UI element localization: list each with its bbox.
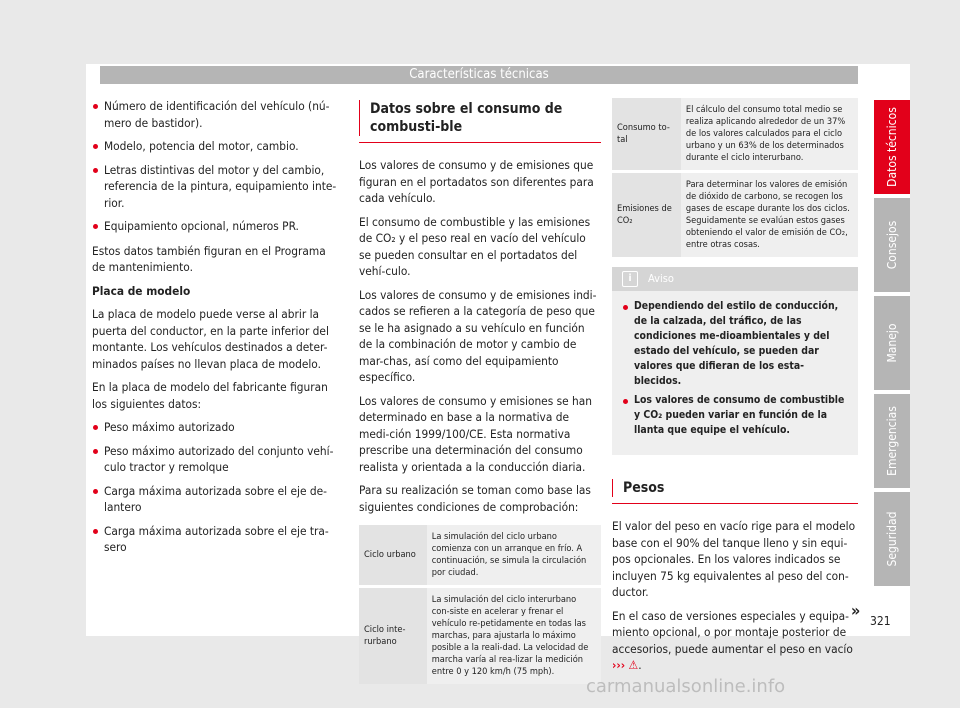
paragraph: Estos datos también figuran en el Programa de mantenimiento. bbox=[92, 243, 326, 274]
list-item: Equipamiento opcional, números PR. bbox=[92, 218, 342, 235]
tab-label: Manejo bbox=[885, 323, 899, 363]
middle-column bbox=[359, 100, 601, 684]
continue-mark: » bbox=[851, 601, 861, 620]
list-item: Dependiendo del estilo de conducción, de la calzada, del tráfico, de las condiciones me-dioambientales y del estado del vehículo, se pueden dar valores que difieran de los esta-blecidos. bbox=[622, 299, 848, 389]
pesos-section bbox=[612, 479, 861, 674]
list-item: Carga máxima autorizada sobre el eje de-lantero bbox=[92, 483, 342, 516]
table-key: Ciclo inte-rurbano bbox=[359, 587, 427, 685]
table-key: Emisiones de CO₂ bbox=[612, 172, 681, 258]
paragraph-text: En el caso de versiones especiales y equipa-miento opcional, o por montaje posterior de accesorios, puede aumentar el peso en vacío bbox=[612, 608, 853, 656]
table-row bbox=[359, 587, 601, 685]
left-column bbox=[92, 98, 342, 563]
paragraph: El consumo de combustible y las emisiones de CO₂ y el peso real en vacío del vehículo se pueden consultar en el portadatos del vehí-culo. bbox=[359, 214, 591, 278]
tab-manejo[interactable] bbox=[874, 296, 910, 390]
notice-box bbox=[612, 267, 858, 455]
tab-emergencias[interactable] bbox=[874, 394, 910, 488]
paragraph: Los valores de consumo y de emisiones que figuran en el portadatos son diferentes para cada vehículo. bbox=[359, 158, 594, 205]
table-row bbox=[612, 172, 858, 258]
tab-label: Consejos bbox=[885, 220, 899, 270]
section-title-consumo: Datos sobre el consumo de combusti-ble bbox=[359, 100, 601, 136]
notice-title: Aviso bbox=[648, 272, 674, 285]
warning-triangle-icon: ⚠ bbox=[628, 658, 639, 672]
list-item: Peso máximo autorizado bbox=[92, 419, 342, 436]
tab-seguridad[interactable] bbox=[874, 492, 910, 586]
notice-body bbox=[612, 291, 858, 455]
paragraph: Los valores de consumo y de emisiones indi-cados se refieren a la categoría de peso que se le ha asignado a su vehículo en función de la combinación de motor y cambio de mar-chas, así como del equipamiento específico. bbox=[359, 287, 597, 384]
tab-label: Datos técnicos bbox=[885, 107, 899, 187]
paragraph: En la placa de modelo del fabricante figuran los siguientes datos: bbox=[92, 380, 328, 411]
table-row bbox=[359, 525, 601, 587]
watermark: carmanualsonline.info bbox=[586, 676, 786, 697]
list-item: Los valores de consumo de combustible y CO₂ pueden variar en función de la llanta que equipe el vehículo. bbox=[622, 393, 848, 438]
page-header: Características técnicas bbox=[100, 66, 858, 84]
cross-reference-arrows: ››› bbox=[612, 658, 626, 672]
list-item: Peso máximo autorizado del conjunto vehí-culo tractor y remolque bbox=[92, 443, 342, 476]
section-divider bbox=[359, 142, 601, 143]
info-icon: i bbox=[622, 271, 638, 287]
subheading-placa: Placa de modelo bbox=[92, 283, 191, 298]
section-title-pesos: Pesos bbox=[612, 479, 858, 497]
section-divider bbox=[612, 503, 858, 504]
table-value: La simulación del ciclo interurbano con-siste en acelerar y frenar el vehículo re-petidamente en todas las marchas, para ajustarla lo máximo posible a la reali-dad. La velocidad de marcha varía al rea-lizar la medición entre 0 y 120 km/h (75 mph). bbox=[427, 587, 601, 685]
table-key: Ciclo urbano bbox=[359, 525, 427, 587]
list-item: Letras distintivas del motor y del cambio, referencia de la pintura, equipamiento inte-rior. bbox=[92, 162, 342, 212]
table-row bbox=[612, 98, 858, 172]
table-value: Para determinar los valores de emisión de dióxido de carbono, se recogen los gases de escape durante los dos ciclos. Seguidamente se evalúan estos gases obteniendo el valor de emisión de CO₂, entre otras cosas. bbox=[681, 172, 858, 258]
paragraph bbox=[612, 608, 858, 674]
list-item: Carga máxima autorizada sobre el eje tra-sero bbox=[92, 523, 342, 556]
consumption-table bbox=[612, 98, 858, 257]
tab-datos-tecnicos[interactable] bbox=[874, 100, 910, 194]
tab-label: Emergencias bbox=[885, 406, 899, 476]
tab-label: Seguridad bbox=[885, 511, 899, 567]
table-value: El cálculo del consumo total medio se realiza aplicando alrededor de un 37% de los valores calculados para el ciclo urbano y un 63% de los determinados durante el ciclo interurbano. bbox=[681, 98, 858, 172]
paragraph: La placa de modelo puede verse al abrir la puerta del conductor, en la parte inferior del montante. Los vehículos destinados a deter-minados países no llevan placa de modelo. bbox=[92, 307, 329, 371]
tab-consejos[interactable] bbox=[874, 198, 910, 292]
paragraph-end: . bbox=[638, 658, 642, 672]
paragraph: Los valores de consumo y emisiones se han determinado en base a la normativa de medi-ción 1999/100/CE. Esta normativa prescribe una determinación del consumo realista y orientada a la conducción diaria. bbox=[359, 393, 592, 474]
test-conditions-table bbox=[359, 525, 601, 684]
table-key: Consumo to-tal bbox=[612, 98, 681, 172]
paragraph: Para su realización se toman como base las siguientes condiciones de comprobación: bbox=[359, 483, 591, 514]
table-value: La simulación del ciclo urbano comienza con un arranque en frío. A continuación, se simula la circulación por ciudad. bbox=[427, 525, 601, 587]
list-item: Número de identificación del vehículo (nú-mero de bastidor). bbox=[92, 98, 342, 131]
right-column bbox=[612, 98, 861, 681]
list-item: Modelo, potencia del motor, cambio. bbox=[92, 138, 342, 155]
paragraph: El valor del peso en vacío rige para el modelo base con el 90% del tanque lleno y sin equi-pos opcionales. En los valores indicados se incluyen 75 kg equivalentes al peso del con-ductor. bbox=[612, 519, 856, 599]
page-number: 321 bbox=[870, 614, 891, 628]
notice-header bbox=[612, 267, 858, 291]
